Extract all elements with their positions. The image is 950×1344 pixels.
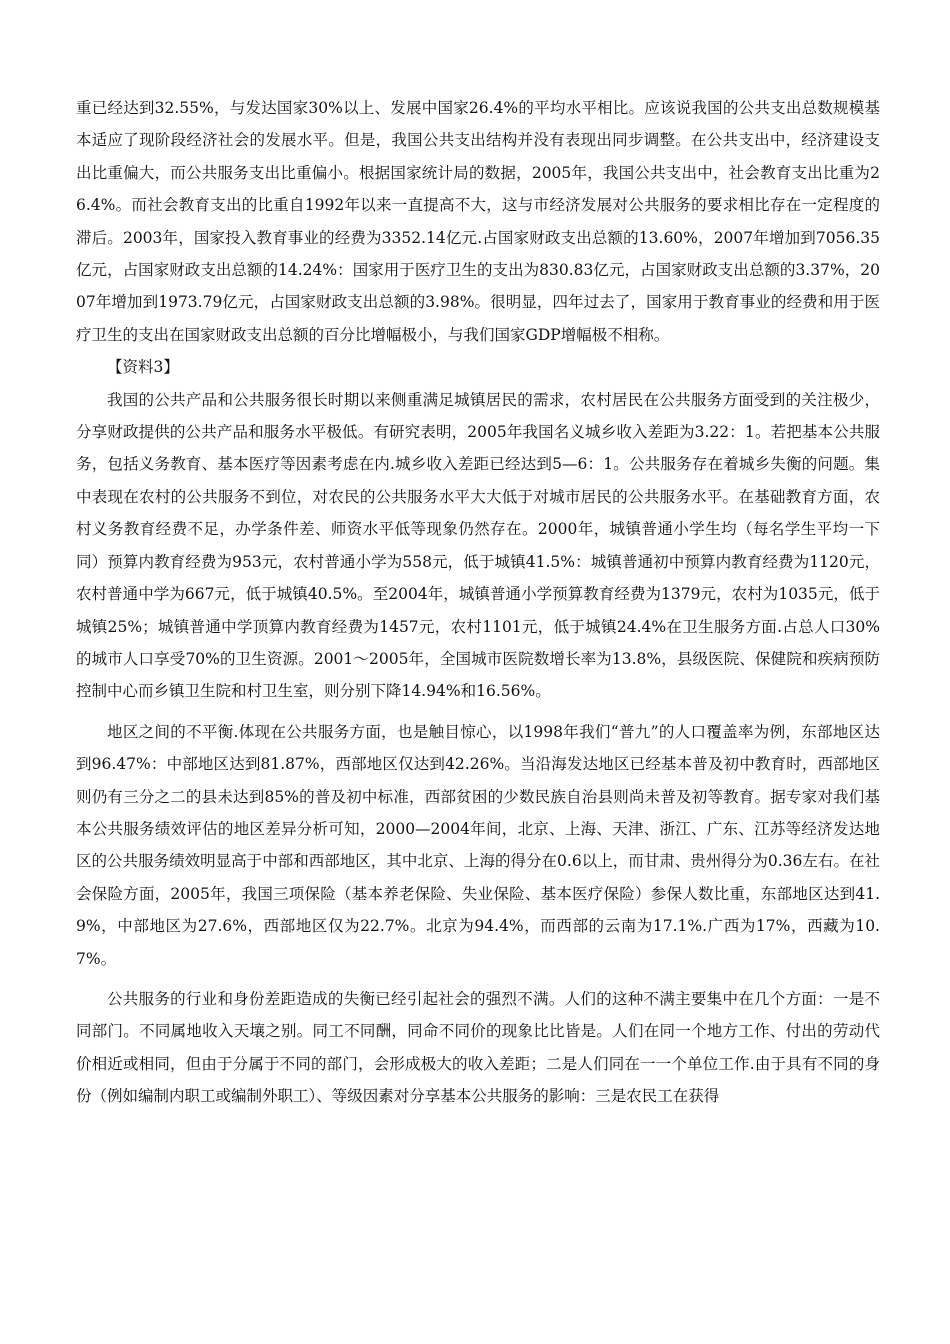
paragraph-public-expenditure: 重已经达到32.55%，与发达国家30%以上、发展中国家26.4%的平均水平相比。应该说我国的公共支出总数规模基本适应了现阶段经济社会的发展水平。但是，我国公共支出结构并没有表现出同步调整。在公共支出中，经济建设支出比重偏大，而公共服务支出比重偏小。根据国家统计局的数据，2005年，我国公共支出中，社会教育支出比重为26.4%。而社会教育支出的比重自1992年以来一直提高不大，这与市经济发展对公共服务的要求相比存在一定程度的滞后。2003年，国家投入教育事业的经费为3352.14亿元.占国家财政支出总额的13.60%，2007年增加到7056.35亿元，占国家财政支出总额的14.24%：国家用于医疗卫生的支出为830.83亿元，占国家财政支出总额的3.37%，2007年增加到1973.79亿元，占国家财政支出总额的3.98%。很明显，四年过去了，国家用于教育事业的经费和用于医疗卫生的支出在国家财政支出总额的百分比增幅极小，与我们国家GDP增幅极不相称。 bbox=[76, 99, 880, 344]
paragraph-urban-rural-gap: 我国的公共产品和公共服务很长时期以来侧重满足城镇居民的需求，农村居民在公共服务方面受到的关注极少，分享财政提供的公共产品和服务水平极低。有研究表明，2005年我国名义城乡收入差距为3.22：1。若把基本公共服务，包括义务教育、基本医疗等因素考虑在内.城乡收入差距已经达到5—6：1。公共服务存在着城乡失衡的问题。集中表现在农村的公共服务不到位，对农民的公共服务水平大大低于对城市居民的公共服务水平。在基础教育方面，农村义务教育经费不足，办学条件差、师资水平低等现象仍然存在。2000年，城镇普通小学生均（每名学生平均一下同）预算内教育经费为953元，农村普通小学为558元，低于城镇41.5%：城镇普通初中预算内教育经费为1120元，农村普通中学为667元，低于城镇40.5%。至2004年，城镇普通小学预算教育经费为1379元，农村为1035元，低于城镇25%；城镇普通中学顶算内教育经费为1457元，农村1101元，低于城镇24.4%在卫生服务方面.占总人口30%的城市人口享受70%的卫生资源。2001～2005年，全国城市医院数增长率为13.8%，县级医院、保健院和疾病预防控制中心而乡镇卫生院和村卫生室，则分别下降14.94%和16.56%。 bbox=[76, 390, 880, 701]
document-page bbox=[76, 92, 880, 1113]
paragraph-regional-imbalance: 地区之间的不平衡.体现在公共服务方面，也是触目惊心，以1998年我们“普九”的人口覆盖率为例，东部地区达到96.47%：中部地区达到81.87%，西部地区仅达到42.26%。当沿海发达地区已经基本普及初中教育时，西部地区则仍有三分之二的县未达到85%的普及初中标准，西部贫困的少数民族自治县则尚未普及初等教育。据专家对我们基本公共服务绩效评估的地区差异分析可知，2000—2004年间，北京、上海、天津、浙江、广东、江苏等经济发达地区的公共服务绩效明显高于中部和西部地区，其中北京、上海的得分在0.6以上，而甘肃、贵州得分为0.36左右。在社会保险方面，2005年，我国三项保险（基本养老保险、失业保险、基本医疗保险）参保人数比重，东部地区达到41.9%，中部地区为27.6%，西部地区仅为22.7%。北京为94.4%，而西部的云南为17.1%.广西为17%，西藏为10.7%。 bbox=[76, 722, 880, 968]
paragraph-industry-identity-gap: 公共服务的行业和身份差距造成的失衡已经引起社会的强烈不满。人们的这种不满主要集中在几个方面：一是不同部门。不同属地收入天壤之别。同工不同酬，同命不同价的现象比比皆是。人们在同一个地方工作、付出的劳动代价相近或相同，但由于分属于不同的部门，会形成极大的收入差距；二是人们同在一一个单位工作.由于具有不同的身份（例如编制内职工或编制外职工）、等级因素对分享基本公共服务的影响：三是农民工在获得 bbox=[76, 989, 880, 1106]
section-label-material-3: 【资料3】 bbox=[107, 358, 179, 377]
